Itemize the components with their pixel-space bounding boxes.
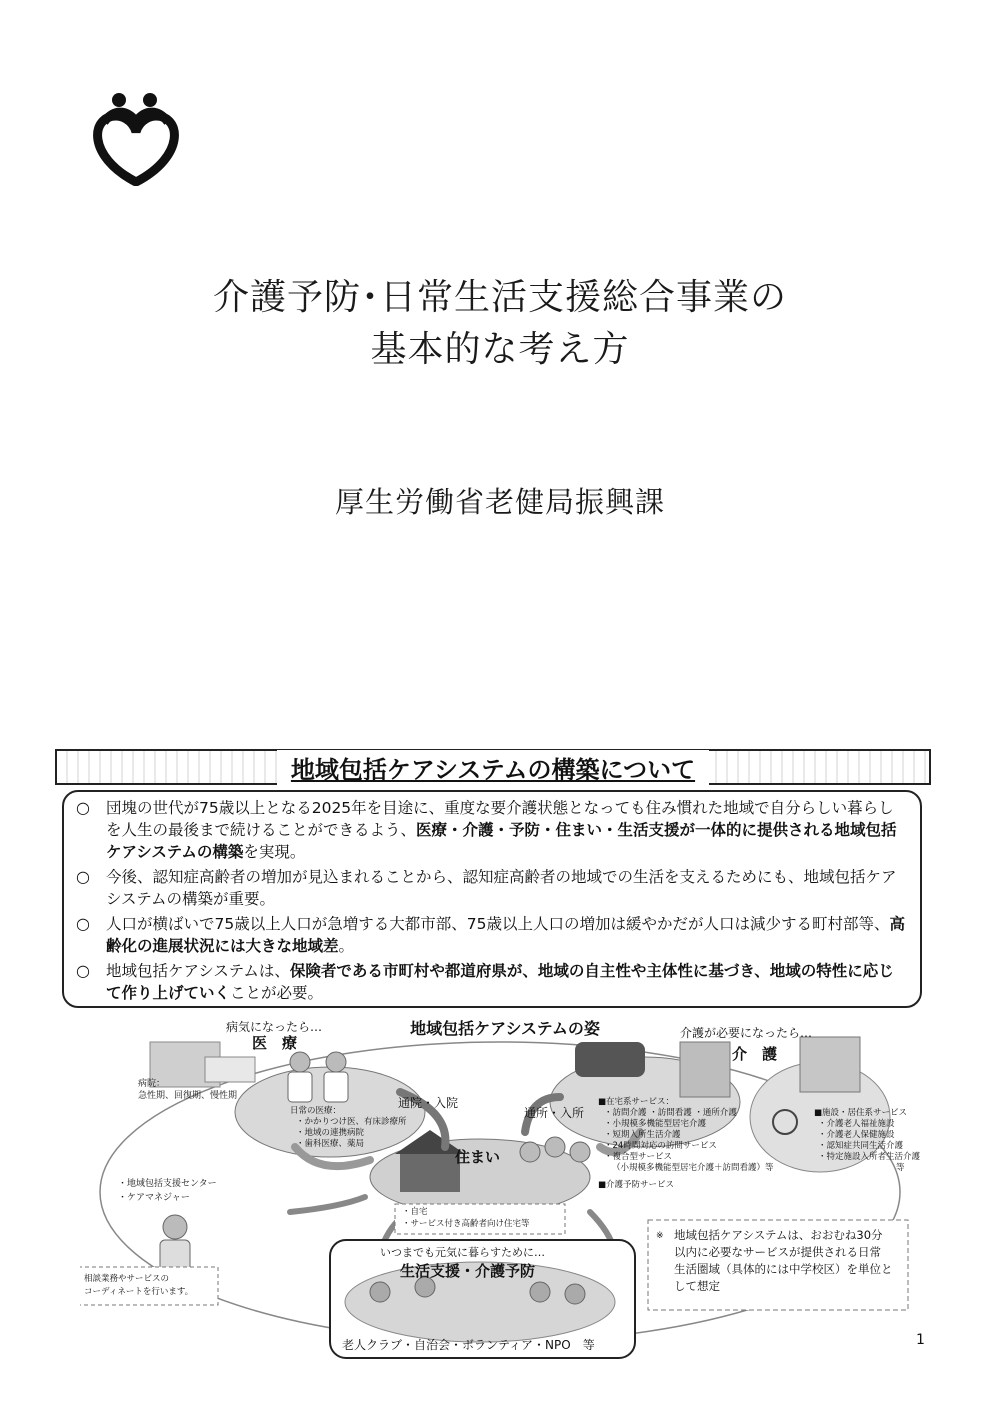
organization-name: 厚生労働省老健局振興課 (334, 485, 665, 519)
bullet-mark: ○ (76, 914, 90, 933)
bullet-item (76, 797, 908, 863)
bullet-text: 人口が横ばいで75歳以上人口が急増する大都市部、75歳以上人口の増加は緩やかだが人口は減少する町村部等、 (106, 915, 890, 933)
housing-item: ・自宅 (402, 1207, 428, 1217)
bullet-box (62, 790, 922, 1008)
bullet-emphasis: 保険者である市町村や都道府県が、地域の自主性や主体性に基づき、地域の特性に応じて作り上げていく (106, 962, 894, 1002)
care-manager-icon (163, 1215, 187, 1239)
document-title-line1: 介護予防･日常生活支援総合事業の (212, 277, 787, 318)
home-service-item: ・小規模多機能型居宅介護 (604, 1119, 707, 1129)
bullet-emphasis: 高齢化の進展状況には大きな地域差 (106, 915, 905, 955)
medical-label: 医 療 (252, 1034, 298, 1052)
housing-label: 住まい (455, 1148, 501, 1166)
medical-caption: 病気になったら… (226, 1020, 323, 1034)
bullet-item (76, 866, 908, 910)
diagram-title: 地域包括ケアシステムの姿 (410, 1019, 600, 1038)
hospital-detail: 急性期、回復期、慢性期 (138, 1091, 238, 1101)
bullet-text: 地域包括ケアシステムは、 (106, 962, 290, 980)
note-line: 以内に必要なサービスが提供される日常 (674, 1245, 881, 1259)
page-number: 1 (916, 1332, 925, 1348)
facility-service-item: 等 (896, 1163, 905, 1173)
bullet-mark: ○ (76, 798, 90, 817)
daily-medical-item: ・歯科医療、薬局 (296, 1139, 365, 1149)
prevention-services: ■介護予防サービス (598, 1180, 675, 1190)
home-service-item: ・短期入所生活介護 (604, 1130, 681, 1140)
nurse-icon (326, 1052, 346, 1072)
arrow-support-to-home (290, 1197, 365, 1212)
section-header (55, 749, 931, 785)
facility-service-item: ・介護老人保健施設 (818, 1130, 895, 1140)
care-facility-icon (680, 1042, 730, 1097)
prevention-footer: 老人クラブ・自治会・ボランティア・NPO 等 (342, 1338, 595, 1352)
note-line: して想定 (674, 1279, 720, 1293)
seniors-icon (370, 1282, 390, 1302)
bullet-mark: ○ (76, 961, 90, 980)
daily-medical-heading: 日常の医療： (290, 1106, 342, 1116)
family-icon (520, 1142, 540, 1162)
bullet-mark: ○ (76, 867, 90, 886)
facility-service-item: ・特定施設入所者生活介護 (818, 1152, 921, 1162)
house-icon (400, 1152, 460, 1192)
flow-left-label: 通院・入院 (398, 1096, 459, 1110)
doctor-icon (290, 1052, 310, 1072)
hospital-heading: 病院： (138, 1079, 166, 1089)
bullet-text: 今後、認知症高齢者の増加が見込まれることから、認知症高齢者の地域での生活を支えるためにも、地域包括ケアシステムの構築が重要。 (106, 868, 897, 908)
home-service-item: ・訪問介護 ・訪問看護 ・通所介護 (604, 1108, 737, 1118)
document-title (0, 272, 1000, 376)
support-center-item: ・地域包括支援センター (118, 1179, 217, 1189)
facility-services-heading: ■施設・居住系サービス (814, 1108, 908, 1118)
bullet-emphasis: 医療・介護・予防・住まい・生活支援が一体的に提供される地域包括ケアシステムの構築 (106, 821, 897, 861)
support-note-line: 相談業務やサービスの (84, 1274, 170, 1284)
daily-medical-item: ・地域の連携病院 (296, 1128, 365, 1138)
facility-service-item: ・介護老人福祉施設 (818, 1119, 895, 1129)
home-service-item: （小規模多機能型居宅介護＋訪問看護）等 (612, 1163, 774, 1173)
housing-item: ・サービス付き高齢者向け住宅等 (402, 1219, 530, 1229)
home-service-item: ・24時間対応の訪問サービス (604, 1141, 717, 1151)
care-caption: 介護が必要になったら… (680, 1026, 813, 1040)
support-note-box (80, 1267, 218, 1305)
note-line: 生活圏域（具体的には中学校区）を単位と (674, 1262, 893, 1276)
home-services-heading: ■在宅系サービス： (598, 1097, 675, 1107)
prevention-label: 生活支援・介護予防 (400, 1262, 536, 1280)
bullet-text-end: ことが必要。 (230, 984, 324, 1002)
bullet-item (76, 913, 908, 957)
prevention-caption: いつまでも元気に暮らすために… (380, 1246, 545, 1259)
bullet-item (76, 960, 908, 1004)
care-label: 介 護 (732, 1045, 778, 1063)
note-text (674, 1227, 893, 1295)
support-note-line: コーディネートを行います。 (84, 1287, 194, 1297)
bullet-text: 団塊の世代が75歳以上となる2025年を目途に、重度な要介護状態となっても住み慣れた地域で自分らしい暮らしを人生の最後まで続けることができるよう、 (106, 799, 894, 839)
note-line: 地域包括ケアシステムは、おおむね30分 (674, 1228, 883, 1242)
daily-medical-item: ・かかりつけ医、有床診療所 (296, 1117, 407, 1127)
facility-building-icon (800, 1037, 860, 1092)
care-van-icon (575, 1042, 645, 1077)
support-center-item: ・ケアマネジャー (118, 1193, 190, 1203)
bullet-text-end: を実現。 (243, 843, 306, 861)
bullet-text-end: 。 (338, 937, 355, 955)
mhlw-heart-logo-icon (86, 86, 186, 186)
home-service-item: ・複合型サービス (604, 1152, 673, 1162)
flow-right-label: 通所・入所 (524, 1106, 585, 1120)
facility-service-item: ・認知症共同生活介護 (818, 1141, 904, 1151)
note-mark: ※ (656, 1231, 664, 1241)
section-header-text: 地域包括ケアシステムの構築について (277, 750, 709, 785)
document-title-line2: 基本的な考え方 (370, 329, 630, 370)
